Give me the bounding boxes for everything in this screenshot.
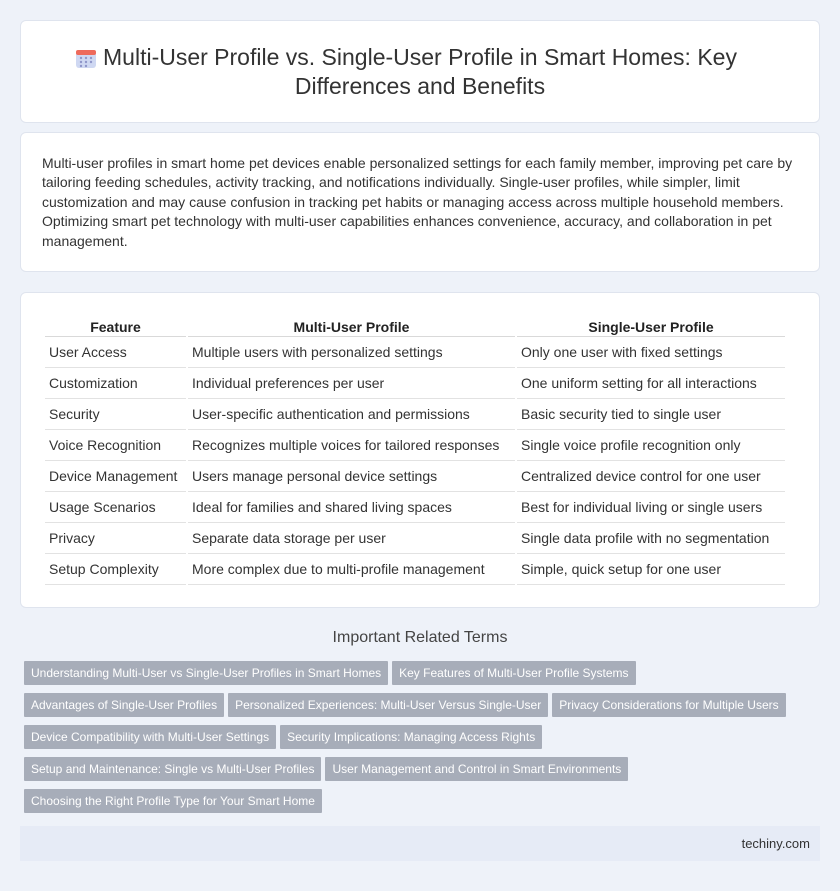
feature-cell: Device Management	[45, 461, 186, 492]
related-terms-row	[24, 661, 804, 693]
related-term-tag[interactable]: Device Compatibility with Multi-User Settings	[24, 725, 276, 749]
header-single-user: Single-User Profile	[517, 316, 785, 337]
feature-cell: User Access	[45, 337, 186, 368]
table-header-row	[45, 316, 785, 337]
single-user-cell: Single data profile with no segmentation	[517, 523, 785, 554]
feature-cell: Customization	[45, 368, 186, 399]
multi-user-cell: Recognizes multiple voices for tailored responses	[188, 430, 515, 461]
single-user-cell: Single voice profile recognition only	[517, 430, 785, 461]
table-row	[45, 337, 785, 368]
feature-cell: Usage Scenarios	[45, 492, 186, 523]
related-term-tag[interactable]: Advantages of Single-User Profiles	[24, 693, 224, 717]
intro-card	[20, 132, 820, 272]
single-user-cell: Basic security tied to single user	[517, 399, 785, 430]
related-terms-row	[24, 725, 804, 757]
single-user-cell: Only one user with fixed settings	[517, 337, 785, 368]
page-title	[21, 43, 819, 101]
table-row	[45, 430, 785, 461]
related-term-tag[interactable]: Understanding Multi-User vs Single-User Profiles in Smart Homes	[24, 661, 388, 685]
feature-cell: Voice Recognition	[45, 430, 186, 461]
single-user-cell: Centralized device control for one user	[517, 461, 785, 492]
table-row	[45, 461, 785, 492]
title-card	[20, 20, 820, 123]
multi-user-cell: Ideal for families and shared living spaces	[188, 492, 515, 523]
multi-user-cell: Separate data storage per user	[188, 523, 515, 554]
related-term-tag[interactable]: Key Features of Multi-User Profile Systems	[392, 661, 635, 685]
table-body	[45, 337, 785, 585]
intro-paragraph: Multi-user profiles in smart home pet devices enable personalized settings for each family member, improving pet care by tailoring feeding schedules, activity tracking, and notifications individually. Single-user profiles, while simpler, limit customization and may cause confusion in tracking pet habits or managing access across multiple household members. Optimizing smart pet technology with multi-user capabilities enhances convenience, accuracy, and collaboration in pet management.	[42, 155, 793, 249]
related-term-tag[interactable]: Setup and Maintenance: Single vs Multi-User Profiles	[24, 757, 321, 781]
related-term-tag[interactable]: Choosing the Right Profile Type for Your Smart Home	[24, 789, 322, 813]
related-terms-row	[24, 693, 804, 725]
multi-user-cell: Users manage personal device settings	[188, 461, 515, 492]
feature-cell: Privacy	[45, 523, 186, 554]
related-terms-list	[24, 661, 804, 821]
related-term-tag[interactable]: Privacy Considerations for Multiple Users	[552, 693, 785, 717]
single-user-cell: One uniform setting for all interactions	[517, 368, 785, 399]
comparison-card	[20, 292, 820, 608]
related-term-tag[interactable]: Security Implications: Managing Access Rights	[280, 725, 542, 749]
single-user-cell: Simple, quick setup for one user	[517, 554, 785, 585]
related-terms-title: Important Related Terms	[332, 629, 508, 646]
footer	[20, 826, 820, 861]
page-title-line-1: Multi-User Profile vs. Single-User Profile in Smart Homes: Key	[103, 44, 737, 70]
page-title-line-2: Differences and Benefits	[294, 73, 546, 99]
table-row	[45, 492, 785, 523]
feature-cell: Setup Complexity	[45, 554, 186, 585]
table-row	[45, 523, 785, 554]
related-terms-row	[24, 789, 804, 821]
related-term-tag[interactable]: User Management and Control in Smart Environments	[325, 757, 628, 781]
feature-cell: Security	[45, 399, 186, 430]
single-user-cell: Best for individual living or single users	[517, 492, 785, 523]
table-row	[45, 554, 785, 585]
table-row	[45, 399, 785, 430]
related-terms-row	[24, 757, 804, 789]
header-feature: Feature	[45, 316, 186, 337]
multi-user-cell: User-specific authentication and permissions	[188, 399, 515, 430]
header-multi-user: Multi-User Profile	[188, 316, 515, 337]
footer-site: techiny.com	[741, 836, 810, 851]
table-row	[45, 368, 785, 399]
multi-user-cell: Multiple users with personalized settings	[188, 337, 515, 368]
related-term-tag[interactable]: Personalized Experiences: Multi-User Versus Single-User	[228, 693, 548, 717]
multi-user-cell: More complex due to multi-profile management	[188, 554, 515, 585]
multi-user-cell: Individual preferences per user	[188, 368, 515, 399]
comparison-table	[43, 316, 787, 585]
